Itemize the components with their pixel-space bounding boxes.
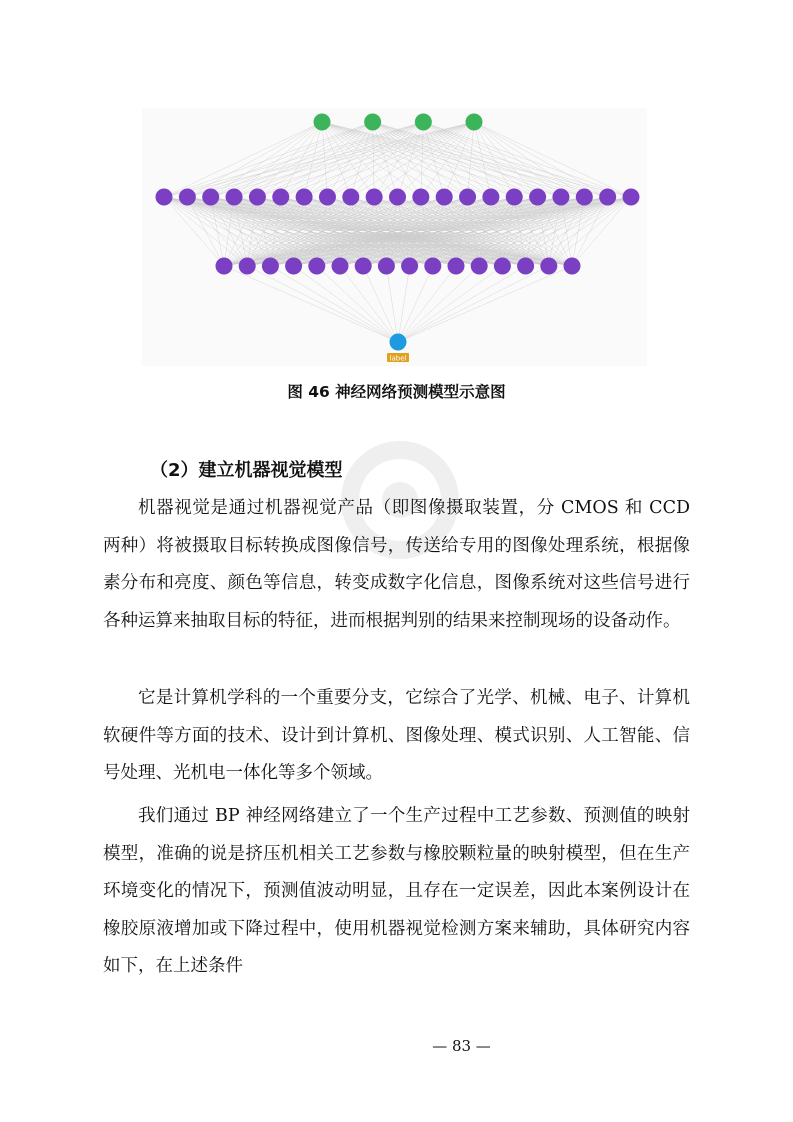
hidden1-node [529, 189, 546, 206]
hidden1-node [599, 189, 616, 206]
hidden2-node [355, 258, 372, 275]
section-heading: （2）建立机器视觉模型 [150, 460, 343, 481]
hidden2-node [564, 258, 581, 275]
hidden2-node [471, 258, 488, 275]
input-node [466, 114, 483, 131]
hidden1-node [296, 189, 313, 206]
input-node [415, 114, 432, 131]
hidden2-node [285, 258, 302, 275]
hidden2-node [262, 258, 279, 275]
hidden2-node [378, 258, 395, 275]
paragraph-machine-vision-intro: 机器视觉是通过机器视觉产品（即图像摄取装置，分 CMOS 和 CCD 两种）将被摄取目标转换成图像信号，传送给专用的图像处理系统，根据像素分布和亮度、颜色等信息，转变成数字化信息，图像系统对这些信号进行各种运算来抽取目标的特征，进而根据判别的结果来控制现场的设备动作。 [103, 498, 690, 631]
output-label-text: label [389, 354, 407, 363]
hidden1-node [436, 189, 453, 206]
hidden1-node [389, 189, 406, 206]
hidden2-node [308, 258, 325, 275]
hidden1-node [482, 189, 499, 206]
hidden1-node [412, 189, 429, 206]
hidden1-node [319, 189, 336, 206]
hidden1-node [156, 189, 173, 206]
hidden2-node [216, 258, 233, 275]
hidden2-node [540, 258, 557, 275]
hidden1-node [366, 189, 383, 206]
hidden2-node [239, 258, 256, 275]
hidden2-node [424, 258, 441, 275]
figure-caption: 图 46 神经网络预测模型示意图 [287, 383, 506, 401]
hidden1-node [272, 189, 289, 206]
hidden2-node [332, 258, 349, 275]
hidden1-node [506, 189, 523, 206]
page-number: — 83 — [432, 1037, 491, 1055]
hidden1-node [249, 189, 266, 206]
hidden2-node [448, 258, 465, 275]
input-node [364, 114, 381, 131]
hidden1-node [623, 189, 640, 206]
hidden1-node [226, 189, 243, 206]
paragraph-discipline-scope: 它是计算机学科的一个重要分支，它综合了光学、机械、电子、计算机软硬件等方面的技术、设计到计算机、图像处理、模式识别、人工智能、信号处理、光机电一体化等多个领域。 [103, 688, 690, 783]
hidden2-node [517, 258, 534, 275]
output-node [390, 334, 407, 351]
hidden2-node [401, 258, 418, 275]
paragraph-bp-network-model: 我们通过 BP 神经网络建立了一个生产过程中工艺参数、预测值的映射模型，准确的说是挤压机相关工艺参数与橡胶颗粒量的映射模型，但在生产环境变化的情况下，预测值波动明显，且存在一定误差，因此本案例设计在橡胶原液增加或下降过程中，使用机器视觉检测方案来辅助，具体研究内容如下，在上述条件 [103, 806, 690, 976]
hidden1-node [342, 189, 359, 206]
hidden1-node [179, 189, 196, 206]
hidden2-node [494, 258, 511, 275]
hidden1-node [552, 189, 569, 206]
hidden1-node [576, 189, 593, 206]
hidden1-node [202, 189, 219, 206]
input-node [314, 114, 331, 131]
neural-network-diagram [142, 108, 647, 366]
hidden1-node [459, 189, 476, 206]
